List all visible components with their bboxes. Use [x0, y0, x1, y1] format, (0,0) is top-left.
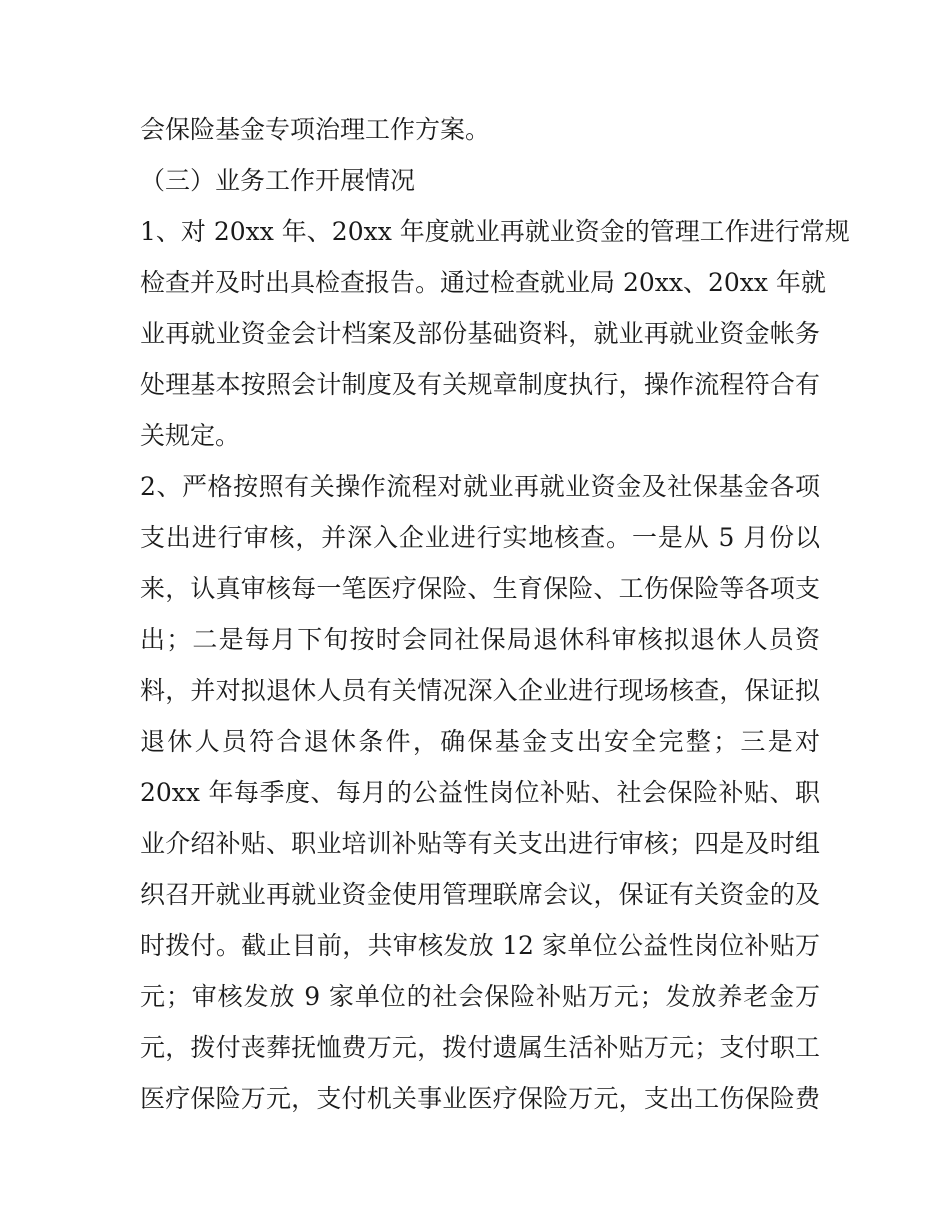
paragraph-line: 退休人员符合退休条件，确保基金支出安全完整；三是对 — [140, 727, 820, 756]
paragraph-line: 1、对 20xx 年、20xx 年度就业再就业资金的管理工作进行常规 — [140, 217, 850, 246]
paragraph-line: 出；二是每月下旬按时会同社保局退休科审核拟退休人员资 — [140, 625, 820, 654]
paragraph-line: 支出进行审核，并深入企业进行实地核查。一是从 5 月份以 — [140, 523, 820, 552]
paragraph-line: 医疗保险万元，支付机关事业医疗保险万元，支出工伤保险费 — [140, 1084, 820, 1113]
paragraph-line: 织召开就业再就业资金使用管理联席会议，保证有关资金的及 — [140, 880, 820, 909]
paragraph-line: 业再就业资金会计档案及部份基础资料，就业再就业资金帐务 — [140, 319, 820, 348]
paragraph-line: 处理基本按照会计制度及有关规章制度执行，操作流程符合有 — [140, 370, 820, 399]
paragraph-line: 关规定。 — [140, 421, 241, 450]
section-heading: （三）业务工作开展情况 — [140, 166, 416, 195]
paragraph-line: 检查并及时出具检查报告。通过检查就业局 20xx、20xx 年就 — [140, 268, 826, 297]
paragraph-line: 元；审核发放 9 家单位的社会保险补贴万元；发放养老金万 — [140, 982, 820, 1011]
paragraph-line: 料，并对拟退休人员有关情况深入企业进行现场核查，保证拟 — [140, 676, 820, 705]
paragraph-line: 20xx 年每季度、每月的公益性岗位补贴、社会保险补贴、职 — [140, 778, 820, 807]
paragraph-line: 业介绍补贴、职业培训补贴等有关支出进行审核；四是及时组 — [140, 829, 820, 858]
paragraph-line: 时拨付。截止目前，共审核发放 12 家单位公益性岗位补贴万 — [140, 931, 820, 960]
paragraph-line: 2、严格按照有关操作流程对就业再就业资金及社保基金各项 — [140, 472, 820, 501]
paragraph-line: 来，认真审核每一笔医疗保险、生育保险、工伤保险等各项支 — [140, 574, 820, 603]
paragraph-line: 会保险基金专项治理工作方案。 — [140, 115, 491, 144]
paragraph-line: 元，拨付丧葬抚恤费万元，拨付遗属生活补贴万元；支付职工 — [140, 1033, 820, 1062]
